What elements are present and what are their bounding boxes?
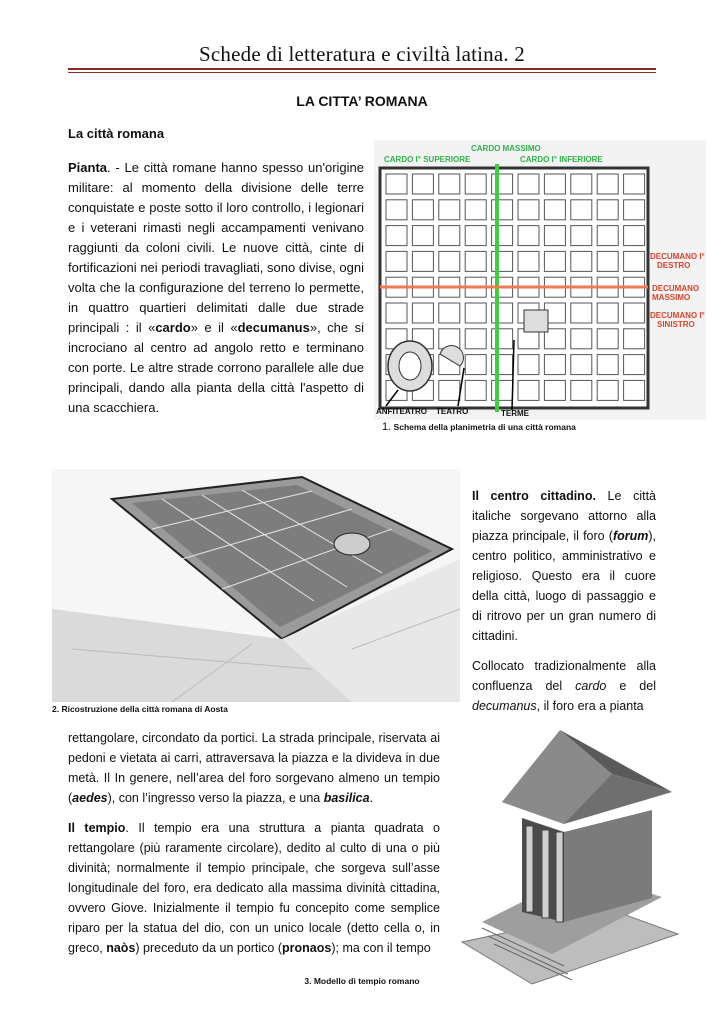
label-teatro: TEATRO [436,407,469,416]
figure2-caption: 2. Ricostruzione della città romana di Aosta [52,704,228,714]
label-cardo-inferiore: CARDO I° INFERIORE [520,155,603,164]
figure3-caption: 3. Modello di tempio romano [304,976,420,986]
centro-text: Collocato tradizionalmente alla confluenza del [472,659,656,693]
term-decumanus: decumanus [237,320,310,335]
foro-text: rettangolare, circondato da portici. La strada principale, riservata ai pedoni e vietata ai carri, attraversava la piazza e la divideva in due metà. Il In genere, nell’area del foro sorgevano almeno un tempio ( [68,731,440,805]
city-plan-figure [374,140,706,420]
term-forum: forum [612,529,649,543]
term-pianta: Pianta [68,160,108,175]
term-naos: naòs [106,941,136,955]
label-decumano-destro-2: DESTRO [657,261,691,270]
pianta-text: » e il « [190,320,238,335]
term-aedes: aedes [72,791,108,805]
term-pronaos: pronaos [282,941,332,955]
foro-text: ), con l’ingresso verso la piazza, e una [107,791,324,805]
section-heading: La città romana [68,126,165,141]
centro-text: e del [606,679,656,693]
label-decumano-sinistro: DECUMANO I° [650,311,705,320]
label-terme: TERME [501,409,529,418]
term-tempio: Il tempio [68,821,126,835]
label-decumano-massimo-2: MASSIMO [652,293,691,302]
label-cardo-massimo: CARDO MASSIMO [471,144,541,153]
label-decumano-sinistro-2: SINISTRO [657,320,695,329]
tempio-text: ) preceduto da un portico ( [135,941,283,955]
pianta-text: . - Le città romane hanno spesso un'origine militare: al momento della divisione delle terre conquistate e poste sotto il loro controllo, i legionari e i veterani rimasti negli accampamenti venivano raggiunti da coloni civili. Le nuove città, cinte di fortificazioni nei periodi travagliati, sono divise, ogni volta che la configurazione del terreno lo permette, in quattro quartieri delimitati dalle due strade principali : il « [68,160,364,335]
pianta-text: », che si incrociano al centro ad angolo retto e terminano con porte. Le altre strade corrono parallele alle due principali, dando alla pianta della città l'aspetto di una scacchiera. [68,320,364,415]
label-decumano-massimo: DECUMANO [652,284,700,293]
temple-model-image [452,722,684,990]
term-basilica: basilica [323,791,370,805]
aosta-reconstruction-image [52,469,460,702]
paragraph-foro [68,728,440,958]
tempio-text: . Il tempio era una struttura a pianta quadrata o rettangolare (più raramente circolare), dedito al culto di una o più divinità; normalmente il tempio principale, che sorgeva sull’asse longitudinale del foro, era dedicato alla massima divinità cittadina, ovvero Giove. Inizialmente il tempio fu concepito come semplice riparo per la statua del dio, con un unico locale (detto cella o, in greco, [68,821,440,955]
centro-text: Le città italiche sorgevano attorno alla piazza principale, il foro ( [472,489,656,543]
page-title: LA CITTA’ ROMANA [296,93,428,109]
label-cardo-superiore: CARDO I° SUPERIORE [384,155,471,164]
foro-text: . [369,791,374,805]
term-cardo: cardo [155,320,191,335]
centro-text: , il foro era a pianta [536,699,644,713]
term-centro-cittadino: Il centro cittadino. [472,489,596,503]
tempio-text: ); ma con il tempo [331,941,431,955]
paragraph-pianta [68,158,364,418]
header-rule [68,68,656,70]
figure1-caption: 1. Schema della planimetria di una città romana [382,421,576,433]
header-rule-thin [68,72,656,73]
term-decumanus-italic: decumanus [472,699,537,713]
term-cardo-italic: cardo [575,679,607,693]
paragraph-centro [472,486,656,716]
centro-text: ), centro politico, amministrativo e religioso. Questo era il cuore della città, luogo di passaggio e di ritrovo per un gran numero di cittadini. [472,529,656,643]
label-decumano-destro: DECUMANO I° [650,252,705,261]
running-header: Schede di letteratura e civiltà latina. 2 [199,42,525,66]
label-anfiteatro: ANFITEATRO [376,407,427,416]
terme-shape [524,310,548,332]
